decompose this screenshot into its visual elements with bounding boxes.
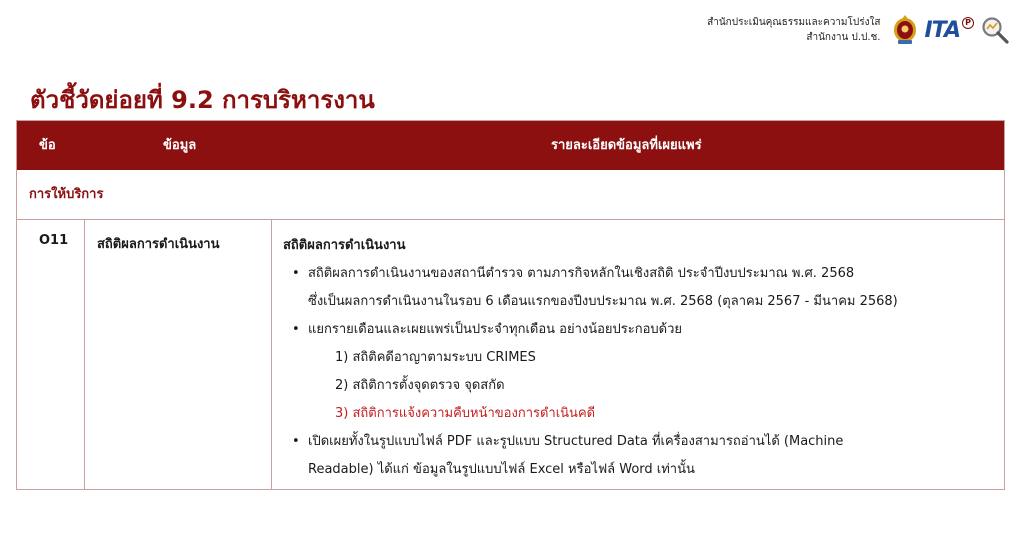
detail-bullet [283, 260, 999, 316]
item-code: O11 [39, 233, 69, 248]
ita-logo-text: ITA [924, 17, 960, 43]
ita-logo [924, 18, 974, 43]
column-header-number: ข้อ [39, 138, 56, 153]
organization-line-1: สำนักประเมินคุณธรรมและความโปร่งใส [707, 17, 881, 28]
column-header-detail: รายละเอียดข้อมูลที่เผยแพร่ [551, 138, 702, 153]
section-label: การให้บริการ [29, 187, 104, 202]
info-table [16, 120, 1005, 490]
magnifier-icon [980, 15, 1010, 45]
detail-heading: สถิติผลการดำเนินงาน [283, 238, 406, 253]
bullet-1-line-2: ซึ่งเป็นผลการดำเนินงานในรอบ 6 เดือนแรกของปีงบประมาณ พ.ศ. 2568 (ตุลาคม 2567 - มีนาคม 2568) [308, 294, 898, 309]
column-header-item: ข้อมูล [163, 138, 197, 153]
item-detail [283, 232, 999, 484]
nacc-seal-icon [892, 14, 918, 46]
sub-item: 2) สถิติการตั้งจุดตรวจ จุดสกัด [335, 378, 505, 393]
column-divider [84, 220, 85, 489]
bullet-3-line-2: Readable) ได้แก่ ข้อมูลในรูปแบบไฟล์ Excel หรือไฟล์ Word เท่านั้น [308, 462, 695, 477]
detail-bullet [283, 316, 999, 344]
table-header [17, 121, 1004, 170]
bullet-3-line-1: เปิดเผยทั้งในรูปแบบไฟล์ PDF และรูปแบบ Structured Data ที่เครื่องสามารถอ่านได้ (Machine [308, 434, 844, 449]
bullet-dot: • [292, 434, 300, 449]
bullet-dot: • [292, 322, 300, 337]
bullet-1-line-1: สถิติผลการดำเนินงานของสถานีตำรวจ ตามภารกิจหลักในเชิงสถิติ ประจำปีงบประมาณ พ.ศ. 2568 [308, 266, 855, 281]
page-title: ตัวชี้วัดย่อยที่ 9.2 การบริหารงาน [30, 86, 375, 114]
ita-logo-badge: P [962, 17, 974, 29]
bullet-dot: • [292, 266, 300, 281]
column-divider [271, 220, 272, 489]
organization-line-2: สำนักงาน ป.ป.ช. [806, 32, 881, 43]
header [707, 14, 1010, 46]
sub-item: 1) สถิติคดีอาญาตามระบบ CRIMES [335, 350, 536, 365]
bullet-2-text: แยกรายเดือนและเผยแพร่เป็นประจำทุกเดือน อย่างน้อยประกอบด้วย [308, 322, 683, 337]
detail-bullet [283, 428, 999, 484]
sub-item-highlighted: 3) สถิติการแจ้งความคืบหน้าของการดำเนินคดี [335, 406, 596, 421]
organization-name [707, 15, 880, 45]
item-name: สถิติผลการดำเนินงาน [97, 237, 220, 252]
section-row [17, 170, 1004, 220]
